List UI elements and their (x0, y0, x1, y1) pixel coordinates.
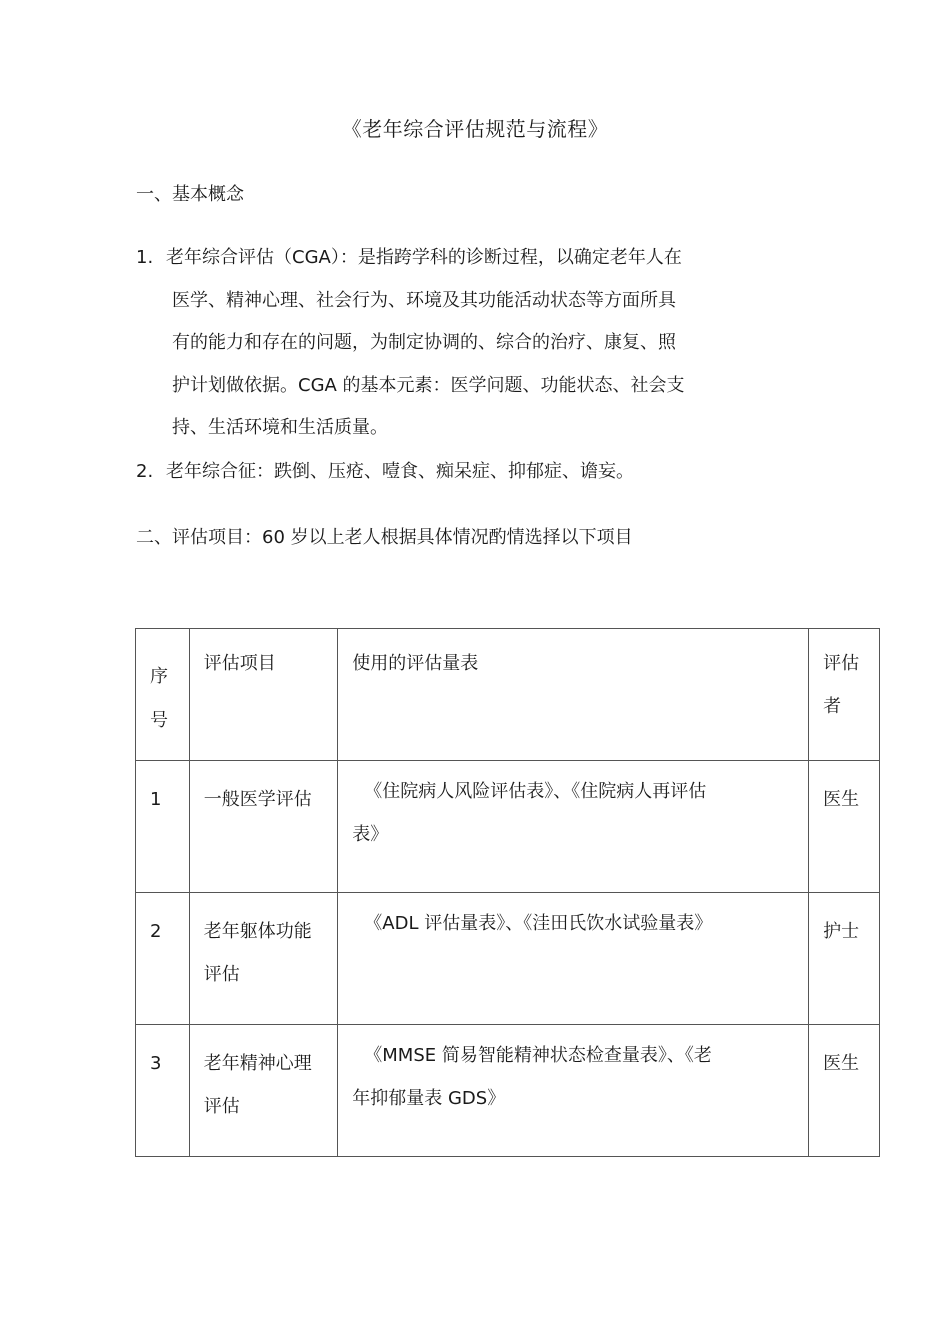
assessment-table (135, 628, 880, 1157)
table-row (136, 893, 880, 1025)
cell-scales: 《MMSE 简易智能精神状态检查量表》、《老 年抑郁量表 GDS》 (338, 1025, 809, 1157)
table-row (136, 761, 880, 893)
cell-item: 一般医学评估 (189, 761, 338, 893)
cell-number: 1 (136, 761, 190, 893)
header-serial-number: 序 号 (136, 629, 190, 761)
definition-item-geriatric-syndrome (136, 451, 776, 494)
definition-item-cga (136, 237, 776, 450)
item-line: 护计划做依据。CGA 的基本元素：医学问题、功能状态、社会支 (172, 374, 685, 396)
item-line: 持、生活环境和生活质量。 (172, 417, 388, 438)
section-heading-basic-concepts: 一、基本概念 (136, 184, 244, 205)
cell-scales: 《住院病人风险评估表》、《住院病人再评估 表》 (338, 761, 809, 893)
table-row (136, 1025, 880, 1157)
cell-assessor: 医生 (809, 761, 880, 893)
cell-number: 3 (136, 1025, 190, 1157)
header-assessor: 评估者 (809, 629, 880, 761)
item-line: 老年综合评估（CGA）：是指跨学科的诊断过程，以确定老年人在 (166, 247, 682, 268)
cell-number: 2 (136, 893, 190, 1025)
header-scales-used: 使用的评估量表 (338, 629, 809, 761)
cell-scales: 《ADL 评估量表》、《洼田氏饮水试验量表》 (338, 893, 809, 1025)
cell-assessor: 医生 (809, 1025, 880, 1157)
section-heading-assessment-items: 二、评估项目：60 岁以上老人根据具体情况酌情选择以下项目 (136, 527, 633, 548)
item-line: 有的能力和存在的问题，为制定协调的、综合的治疗、康复、照 (172, 332, 676, 353)
item-line: 老年综合征：跌倒、压疮、噎食、痴呆症、抑郁症、谵妄。 (166, 461, 634, 482)
cell-item: 老年精神心理 评估 (189, 1025, 338, 1157)
document-title: 《老年综合评估规范与流程》 (341, 117, 609, 141)
table-header-row (136, 629, 880, 761)
item-number: 2. (136, 461, 154, 482)
cell-assessor: 护士 (809, 893, 880, 1025)
cell-item: 老年躯体功能 评估 (189, 893, 338, 1025)
header-assessment-item: 评估项目 (189, 629, 338, 761)
item-number: 1. (136, 247, 154, 268)
item-line: 医学、精神心理、社会行为、环境及其功能活动状态等方面所具 (172, 289, 676, 311)
